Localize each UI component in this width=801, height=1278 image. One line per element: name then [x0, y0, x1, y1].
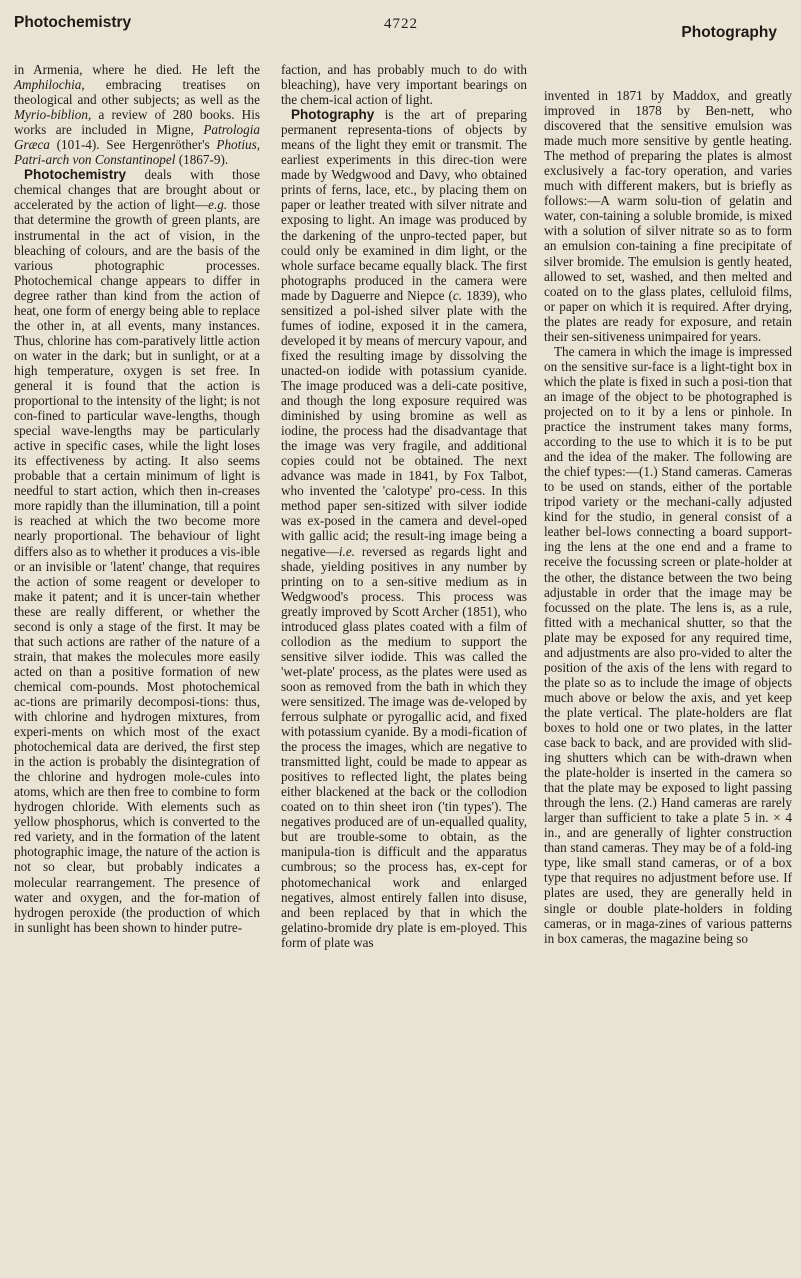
text-run: is the art of preparing permanent representa-tions of objects by means of the light they emit or transmit. The earliest experiments in this direc-tion were made by Wedgwood and Davy, who obtained prints of ferns, lace, etc., by placing them on paper or leather treated with silver nitrate and exposing to light. An image was produced by the darkening of the unpro-tected paper, but could only be examined in dim light, or the whole surface became equally black. The first photographs produced in the camera were made by Daguerre and Niepce ( [281, 107, 527, 303]
header-right-term: Photography [681, 24, 777, 41]
abbreviation: c. [452, 287, 463, 303]
continued-paragraph: faction, and has probably much to do with bleaching), have very important bearings on the chem-ical action of light. [281, 62, 527, 108]
text-run: those that determine the growth of green plants, are instrumental in the act of vision, in the bleaching of colours, and are the basis of the various photographic processes. Photochemical change appears to differ in degree rather than kind from the action of heat, one form of energy being able to replace the other in, at all events, many instances. Thus, chlorine has com-paratively little action on water in the dark; but in sunlight, or at a high temperature, oxygen is set free. In general it is found that the action is proportional to the intensity of the light; is not con-fined to particular wave-lengths, though special wave-lengths may be particularly active in specific cases, while the light loses its effectiveness by acting. It also seems probable that a certain minimum of light is needful to start action, which then in-creases more rapidly than the illumination, till a point is reached at which the two become more nearly proportional. The behaviour of light differs also as to whether it produces a vis-ible or an invisible or 'latent' change, that requires the action of some reagent or developer to make it patent; and it is uncer-tain whether these are really different, or whether the second is only a stage of the first. It may be that such actions are rather of the nature of a strain, that makes the molecules more easily acted on than a positive formation of new chemical com-pounds. Most photochemical ac-tions are primarily decomposi-tions: thus, with chlorine and hydrogen mixtures, from experi-ments on which most of the exact photochemical data are derived, the first step in the action is probably the disintegration of the chlorine and hydrogen mole-cules into atoms, which are then free to combine to form hydrogen chloride. With elements such as yellow phosphorus, which is converted to the red variety, and in the formation of the latent photographic image, the nature of the action is not so clear, but probably indicates a molecular rearrangement. The presence of water and oxygen, and the for-mation of hydrogen peroxide (the production of which in sunlight has been shown to hinder putre- [14, 197, 260, 935]
text-run: , embracing treatises on theological and other subjects; as well as the [14, 77, 260, 108]
column-1 [14, 62, 260, 935]
dry-plate-paragraph: invented in 1871 by Maddox, and greatly improved in 1878 by Ben-nett, who discovered that the sensitive emulsion was made much more sensitive by gentle heating. The method of preparing the plates is almost exclusively a fac-tory operation, and varies much with different makers, but is briefly as follows:—A warm solu-tion of gelatin and water, con-taining a soluble bromide, is mixed with a solution of silver nitrate so as to form an emulsion con-taining a fine precipitate of silver bromide. The emulsion is gently heated, allowed to set, washed, and then melted and coated on to the glass plates, celluloid films, or paper on which it is required. After drying, the plates are ready for exposure, and retain their sen-sitiveness unimpaired for years. [544, 88, 792, 344]
work-title: Patrologia Græca [14, 122, 260, 153]
work-title: Photius, Patri-arch von Constantinopel [14, 137, 260, 168]
text-run: deals with those chemical changes that are brought about or accelerated by the action of light— [14, 167, 260, 213]
text-run: 1839), who sensitized a pol-ished silver plate with the fumes of iodine, exposed it in the camera, developed it by means of mercury vapour, and fixed the resulting image by dissolving the unacted-on iodide with potassium cyanide. The image produced was a deli-cate positive, and though the long exposure required was diminished by using bromine as well as iodine, the process had the disadvantage that the image was very fragile, and additional copies could not be obtained. The next advance was made in 1841, by Fox Talbot, who invented the 'calotype' pro-cess. In this method paper sen-sitized with silver iodide was ex-posed in the camera and devel-oped with gallic acid; the result-ing image being a negative— [281, 287, 527, 559]
text-run: , a review of 280 books. His works are included in Migne, [14, 107, 260, 138]
abbreviation: i.e. [338, 543, 355, 559]
column-2 [281, 62, 527, 950]
photography-entry [281, 107, 527, 950]
camera-paragraph: The camera in which the image is impressed on the sensitive sur-face is a light-tight box in which the plate is fixed in such a posi-tion that an image of the object to be photographed is projected on to it by a lens or pinhole. In practice the instrument takes many forms, according to the use to which it is to be put and the idea of the maker. The following are the chief types:—(1.) Stand cameras. Cameras to be used on stands, either of the portable tripod variety or the mechani-cally adjusted kind for the studio, in general consist of a leather bel-lows connecting a board support-ing the lens at the one end and a frame to receive the focussing screen or plate-holder at the other, the distance between the two being adjustable in order that the image may be focussed on the plate. The lens is, as a rule, fitted with a mechanical shutter, so that the plate may be exposed for any required time, and adjustments are also pro-vided to alter the position of the axis of the lens with regard to the plate so as to include the image of objects much above or below the axis, and yet keep the plate vertical. The plate-holders are flat boxes to hold one or two plates, in the latter case back to back, and are provided with slid-ing shutters which can be with-drawn when the plate-holder is inserted in the camera so that the plate may be exposed to light passing through the lens. (2.) Hand cameras are rarely larger than sufficient to take a plate 5 in. × 4 in., and are generally of lighter construction than stand cameras. They may be of a fold-ing type, like small stand cameras, or of a box type that requires no adjustment before use. If plates are used, they are generally held in single or double plate-holders in folding cameras, or in maga-zines of various patterns in box cameras, the magazine being so [544, 343, 792, 946]
header-left-term: Photochemistry [14, 14, 132, 31]
photius-paragraph [14, 62, 260, 167]
work-title: Amphilochia [14, 77, 82, 93]
column-3 [544, 88, 792, 946]
abbreviation: e.g. [208, 197, 228, 213]
text-run: reversed as regards light and shade, yielding positives in any number by printing on to a sen-sitive medium as in Wedgwood's process. This process was greatly improved by Scott Archer (1851), who introduced glass plates coated with a film of collodion as the medium to support the sensitive silver iodide. This was called the 'wet-plate' process, as the plates were used as soon as removed from the bath in which they were sensitized. The image was de-veloped by ferrous sulphate or pyrogallic acid, and fixed with potassium cyanide. By a modi-fication of the process the images, which are negative to transmitted light, could be made to appear as positives to reflected light, the plates being either blackened at the back or the collodion coated on to thin sheet iron ('tin types'). The negatives produced are of un-equalled quality, but are trouble-some to obtain, as the manipula-tion is difficult and the apparatus cumbrous; so the process has, ex-cept for photomechanical work and enlarged negatives, almost entirely fallen into disuse, and been replaced by that in which the gelatino-bromide dry plate is em-ployed. This form of plate was [281, 543, 527, 950]
page-number: 4722 [384, 16, 418, 32]
entry-headword: Photochemistry [24, 167, 127, 183]
text-run: in Armenia, where he died. He left the [14, 62, 260, 77]
work-title: Myrio-biblion [14, 107, 88, 123]
running-head [14, 14, 787, 54]
text-run: (101-4). See Hergenröther's [49, 137, 217, 153]
photochemistry-entry [14, 167, 260, 934]
entry-headword: Photography [291, 107, 375, 123]
text-run: (1867-9). [175, 152, 229, 168]
